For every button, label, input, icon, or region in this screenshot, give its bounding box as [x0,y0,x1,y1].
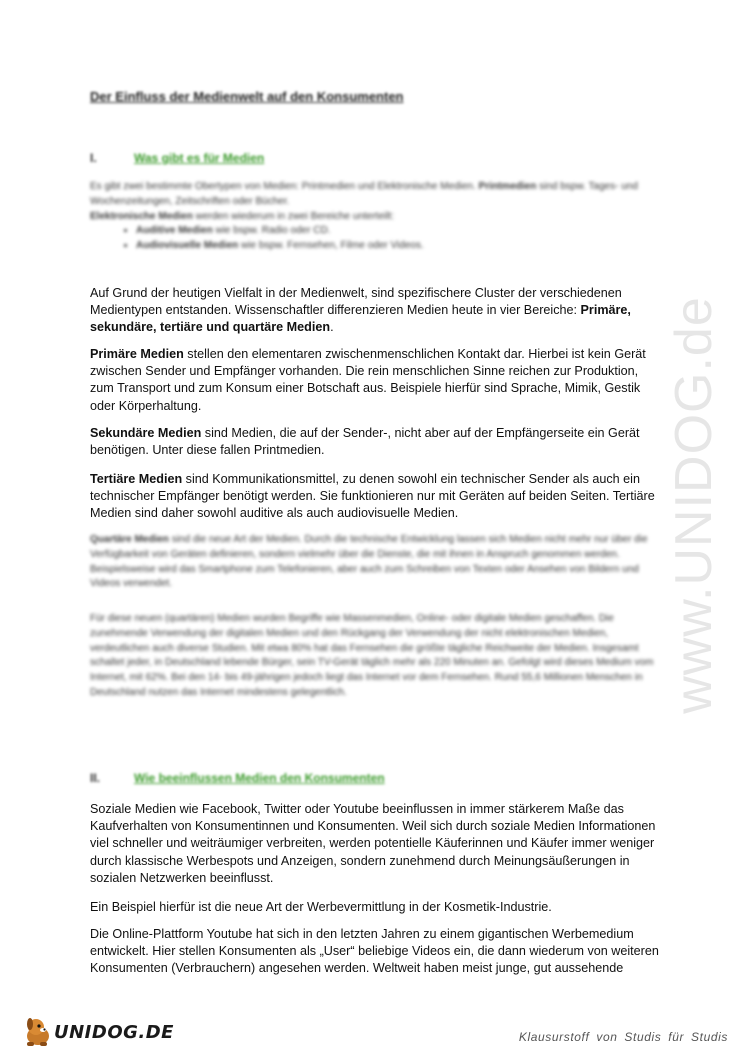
tertiary-media-term: Tertiäre Medien [90,472,183,486]
electronic-text: werden wiederum in zwei Bereiche unterteilt: [195,210,395,222]
bullet-item: • Audiovisuelle Medien wie bspw. Fernsehen, Filme oder Videos. [136,239,662,254]
section-2-heading [90,771,385,785]
four-categories-bold: Primäre, sekundäre, tertiäre und quartäre Medien [90,303,631,335]
blurred-intro [90,180,662,254]
intro-text: Es gibt zwei bestimmte Obertypen von Medien: Printmedien und Elektronische Medien. [90,181,476,192]
blurred-statistics-paragraph: Für diese neuen (quartären) Medien wurden Begriffe wie Massenmedien, Online- oder digitale Medien geschaffen. Die zunehmende Verwendung der digitalen Medien und den Rückgang der Verwendung der nicht elektronischen Medien, verdeutlichen auch diverse Studien. Mit etwa 80% hat das Fernsehen die größte tägliche Reichweite der Medien. Insgesamt schaltet jeder, in Deutschland lebende Bürger, sein TV-Gerät täglich mehr als 220 Minuten an. Gefolgt wird dieses Medium vom Internet, mit 62%. Bei den 14- bis 49-jährigen jedoch liegt das Internet vor dem Fernsehen. Rund 55,6 Millionen Menschen in Deutschland nutzen das Internet mindestens gelegentlich. [90,613,654,698]
intro-text-2: sind bspw. Tages- und Wochenzeitungen, Zeitschriften oder Bücher. [90,181,638,207]
document-title: Der Einfluss der Medienwelt auf den Konsumenten [90,89,404,104]
section-1-heading [90,151,264,165]
secondary-media-term: Sekundäre Medien [90,426,202,440]
paragraph-youtube: Die Online-Plattform Youtube hat sich in den letzten Jahren zu einem gigantischen Werbemedium entwickelt. Hier stellen Konsumenten als „User“ beliebige Videos ein, die dann wiederum von weiteren Konsumenten (Verbrauchern) angesehen werden. Weltweit haben meist junge, gut aussehende [90,927,659,976]
section-1-title: Was gibt es für Medien [134,151,265,165]
watermark-text: www.UNIDOG.de [665,296,723,714]
paragraph-primary-media: Primäre Medien stellen den elementaren zwischenmenschlichen Kontakt dar. Hierbei ist kein Gerät zwischen Sender und Empfänger vorhanden. Die rein menschlichen Sinne reichen zur Produktion, zum Transport und zum Konsum einer Botschaft aus. Beispiele hierfür sind Sprache, Mimik, Gestik oder Körperhaltung. [90,347,646,413]
electronic-bold: Elektronische Medien [90,210,193,222]
section-2-number: II. [90,771,101,785]
blurred-quartary-paragraph: Quartäre Medien sind die neue Art der Medien. Durch die technische Entwicklung lassen sich Medien nicht mehr nur über die Verfügbarkeit von Geräten definieren, sondern vielmehr über die Dienste, die mit ihnen in Anspruch genommen werden. Beispielsweise wird das Smartphone zum Telefonieren, aber auch zum Schreiben von Texten oder Ansehen von Bildern und Videos verwendet. [90,534,648,590]
paragraph-secondary-media: Sekundäre Medien sind Medien, die auf der Sender-, nicht aber auf der Empfängerseite ein Gerät benötigen. Unter diese fallen Printmedien. [90,426,640,458]
paragraph-example: Ein Beispiel hierfür ist die neue Art der Werbevermittlung in der Kosmetik-Industrie. [90,900,552,914]
intro-bold: Printmedien [478,181,537,192]
unidog-logo[interactable] [22,1016,174,1048]
paragraph-social-media: Soziale Medien wie Facebook, Twitter oder Youtube beeinflussen in immer stärkerem Maße das Kaufverhalten von Konsumentinnen und Konsumenten. Weil sich durch soziale Medien Informationen viel schneller und weiträumiger verbreiten, werden potentielle Käuferinnen und Käufer immer weniger durch klassische Werbespots und Anzeigen, sondern zunehmend durch Meinungsäußerungen in sozialen Netzwerken beeinflusst. [90,802,656,885]
section-1-number: I. [90,151,97,165]
paragraph-tertiary-media: Tertiäre Medien sind Kommunikationsmittel, zu denen sowohl ein technischer Sender als auch ein technischer Empfänger benötigt werden. Sie funktionieren nur mit Geräten auf beiden Seiten. Tertiäre Medien sind daher sowohl auditive als auch audiovisuelle Medien. [90,472,655,521]
bullet-item: • Auditive Medien wie bspw. Radio oder CD. [136,224,662,239]
section-2-title: Wie beeinflussen Medien den Konsumenten [134,771,385,785]
primary-media-term: Primäre Medien [90,347,184,361]
dog-mascot-icon [22,1016,58,1048]
watermark [658,280,730,730]
footer-tagline: Klausurstoff von Studis für Studis [518,1030,728,1044]
media-bullet-list [90,224,662,254]
logo-wordmark: UNIDOG.DE [54,1022,174,1043]
paragraph-cluster: Auf Grund der heutigen Vielfalt in der Medienwelt, sind spezifischere Cluster der verschiedenen Medientypen entstanden. Wissenschaftler differenzieren Medien heute in vier Bereiche: Primäre, sekundäre, tertiäre und quartäre Medien. [90,286,631,335]
